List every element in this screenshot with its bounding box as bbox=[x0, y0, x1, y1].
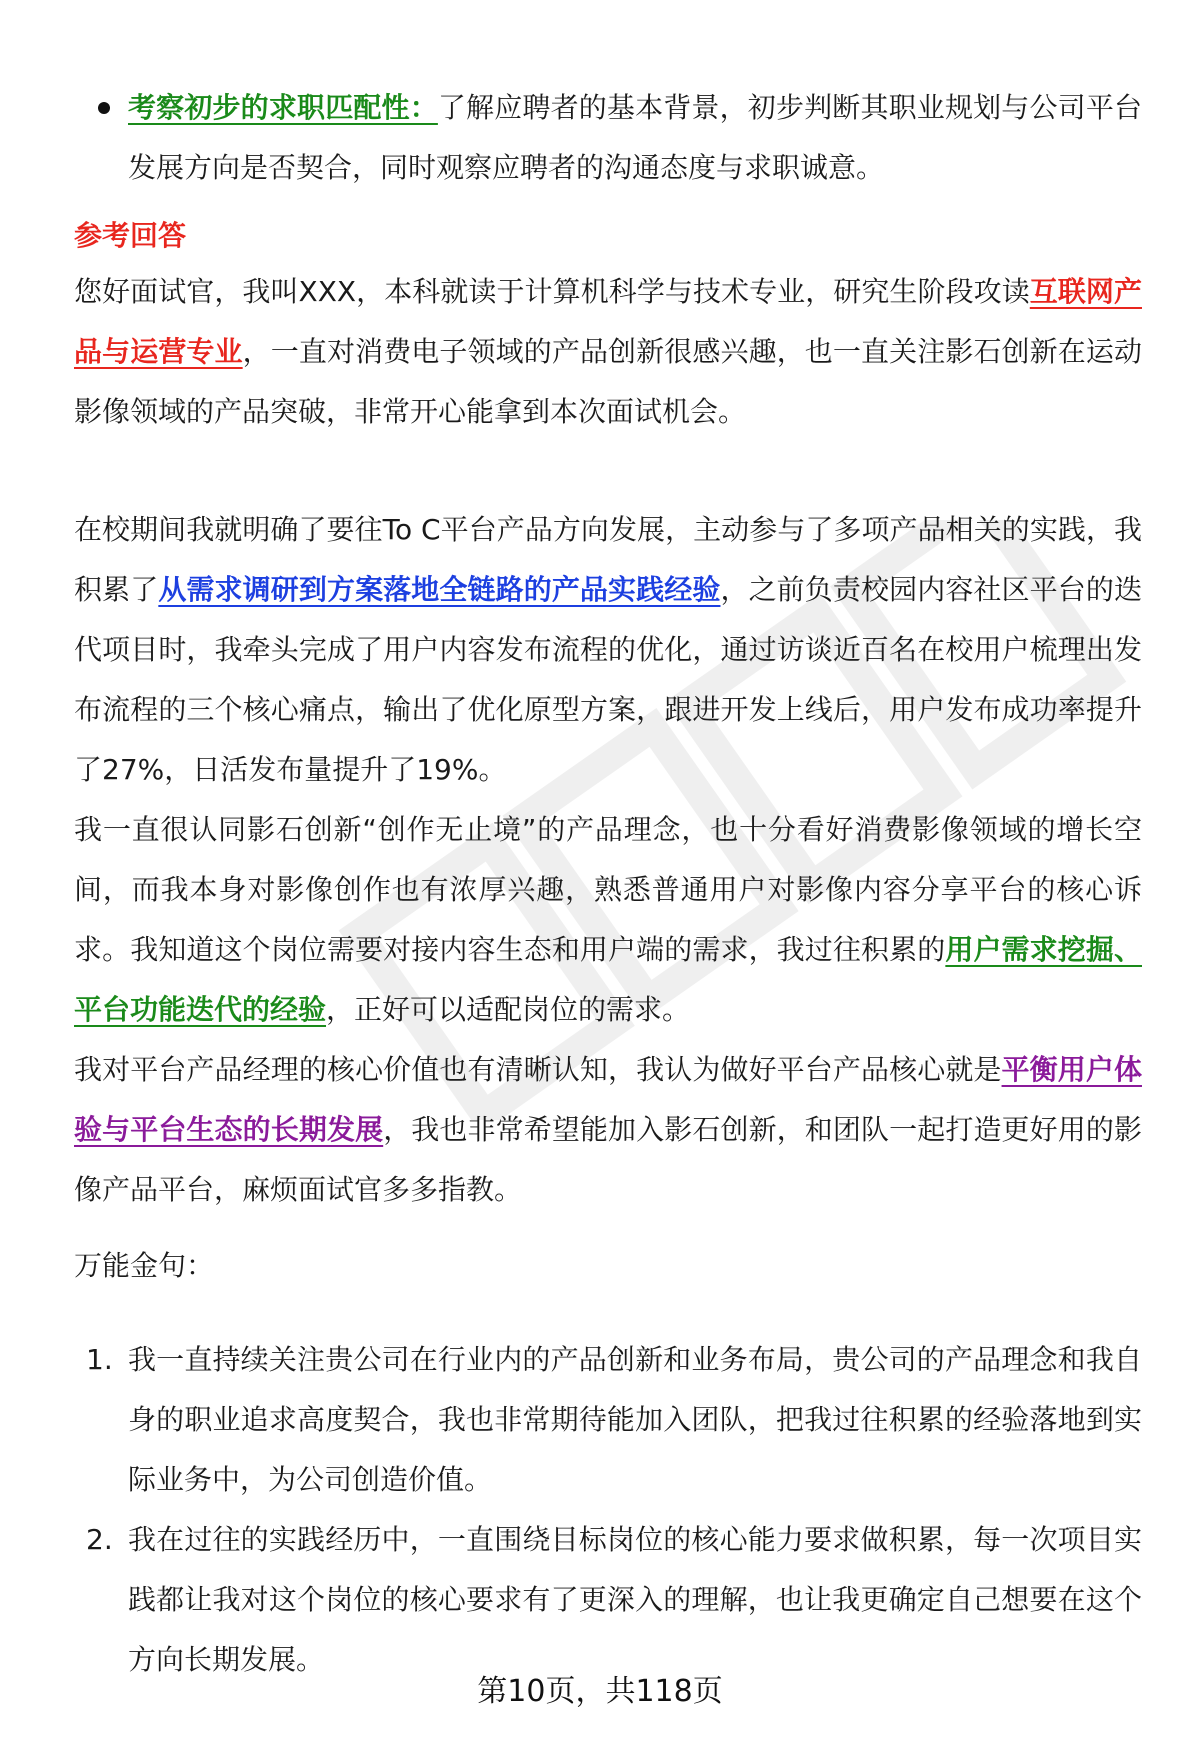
list-item-number: 2. bbox=[86, 1523, 113, 1556]
page-footer: 第10页，共118页 bbox=[477, 1674, 723, 1709]
paragraph-experience-text-2: ，之前负责校园内容社区平台的迭代项目时，我牵头完成了用户内容发布流程的优化，通过访谈近百名在校用户梳理出发布流程的三个核心痛点，输出了优化原型方案，跟进开发上线后，用户发布成功率提升了27%，日活发布量提升了19%。 bbox=[74, 573, 1142, 786]
bullet-dot-icon bbox=[98, 102, 110, 114]
paragraph-value-text-2: ，我也非常希望能加入影石创新，和团队一起打造更好用的影像产品平台，麻烦面试官多多指教。 bbox=[74, 1113, 1142, 1206]
list-item-text: 我在过往的实践经历中，一直围绕目标岗位的核心能力要求做积累，每一次项目实践都让我对这个岗位的核心要求有了更深入的理解，也让我更确定自己想要在这个方向长期发展。 bbox=[128, 1523, 1142, 1676]
paragraph-value bbox=[74, 1040, 1142, 1220]
paragraph-motivation-text-1: 我一直很认同影石创新“创作无止境”的产品理念，也十分看好消费影像领域的增长空间，而我本身对影像创作也有浓厚兴趣，熟悉普通用户对影像内容分享平台的核心诉求。我知道这个岗位需要对接内容生态和用户端的需求，我过往积累的 bbox=[74, 813, 1142, 966]
bullet-body: 了解应聘者的基本背景，初步判断其职业规划与公司平台发展方向是否契合，同时观察应聘者的沟通态度与求职诚意。 bbox=[128, 91, 1142, 184]
golden-label: 万能金句： bbox=[74, 1249, 215, 1282]
paragraph-value-highlight: 平衡用户体验与平台生态的长期发展 bbox=[74, 1053, 1142, 1146]
paragraph-value-text-1: 我对平台产品经理的核心价值也有清晰认知，我认为做好平台产品核心就是 bbox=[74, 1053, 1002, 1086]
paragraph-intro bbox=[74, 262, 1142, 442]
paragraph-motivation-text-2: ，正好可以适配岗位的需求。 bbox=[326, 993, 691, 1026]
list-item bbox=[74, 1330, 1142, 1510]
paragraph-experience bbox=[74, 500, 1142, 800]
list-item bbox=[74, 1510, 1142, 1690]
paragraph-intro-highlight: 互联网产品与运营专业 bbox=[74, 275, 1142, 368]
paragraph-experience-text-1: 在校期间我就明确了要往To C平台产品方向发展，主动参与了多项产品相关的实践，我积累了 bbox=[74, 513, 1142, 606]
bullet-label: 考察初步的求职匹配性： bbox=[128, 91, 438, 124]
list-item-number: 1. bbox=[86, 1343, 113, 1376]
bullet-text bbox=[128, 78, 1142, 198]
list-item-text: 我一直持续关注贵公司在行业内的产品创新和业务布局，贵公司的产品理念和我自身的职业追求高度契合，我也非常期待能加入团队，把我过往积累的经验落地到实际业务中，为公司创造价值。 bbox=[128, 1343, 1142, 1496]
paragraph-motivation-highlight: 用户需求挖掘、平台功能迭代的经验 bbox=[74, 933, 1142, 1026]
paragraph-intro-text-1: 您好面试官，我叫XXX，本科就读于计算机科学与技术专业，研究生阶段攻读 bbox=[74, 275, 1030, 308]
reference-heading: 参考回答 bbox=[74, 219, 187, 252]
bullet-item bbox=[74, 78, 1142, 198]
paragraph-experience-highlight: 从需求调研到方案落地全链路的产品实践经验 bbox=[158, 573, 721, 606]
paragraph-intro-text-2: ，一直对消费电子领域的产品创新很感兴趣，也一直关注影石创新在运动影像领域的产品突破，非常开心能拿到本次面试机会。 bbox=[74, 335, 1142, 428]
paragraph-motivation bbox=[74, 800, 1142, 1040]
